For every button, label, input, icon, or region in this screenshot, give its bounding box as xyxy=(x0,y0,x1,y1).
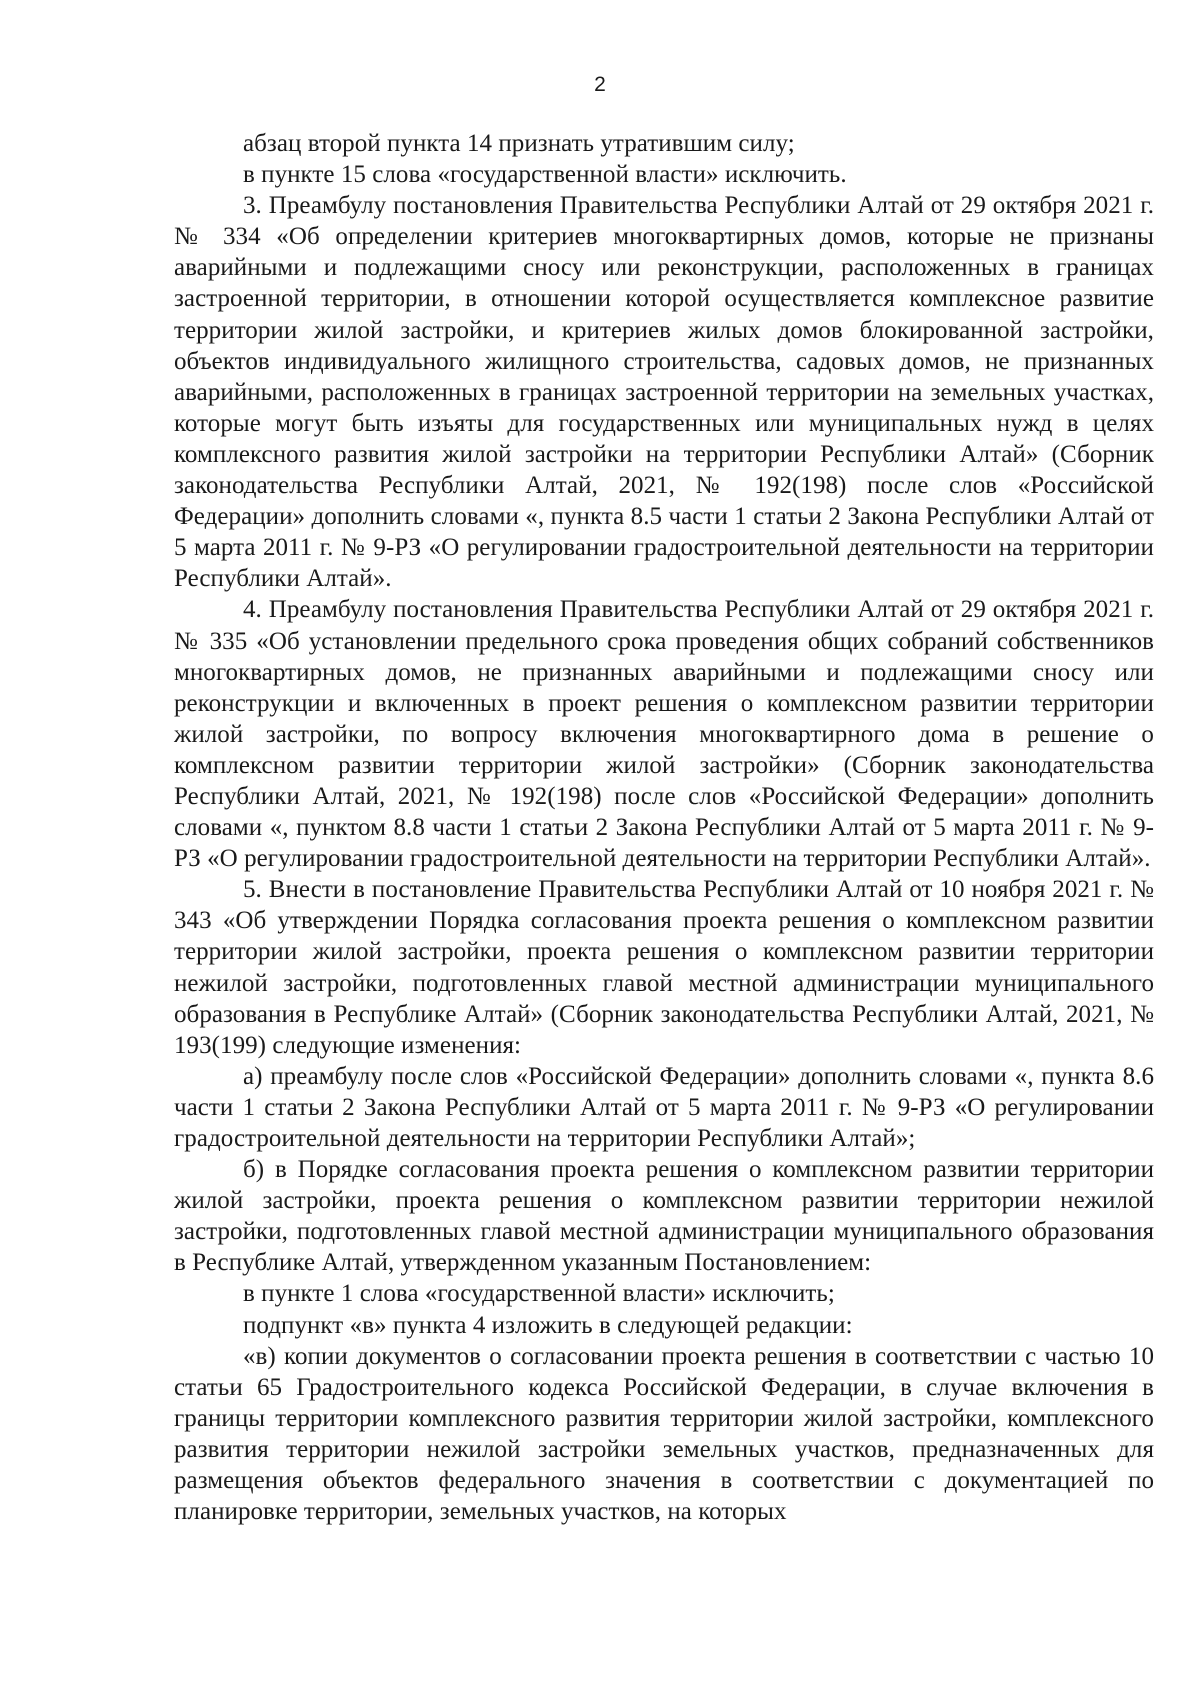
paragraph-1: абзац второй пункта 14 признать утратившим силу; xyxy=(243,130,795,157)
paragraph-9: подпункт «в» пункта 4 изложить в следующей редакции: xyxy=(243,1311,853,1339)
paragraph-7: б) в Порядке согласования проекта решения о комплексном развитии территории жилой застройки, проекта решения о комплексном развитии территории нежилой застройки, подготовленных главой местной администрации муниципального образования в Республике Алтай, утвержденном указанным Постановлением: xyxy=(174,1156,1154,1277)
paragraph-2: в пункте 15 слова «государственной власти» исключить. xyxy=(243,161,847,189)
paragraph-4: 4. Преамбулу постановления Правительства Республики Алтай от 29 октября 2021 г. № 335 «Об установлении предельного срока проведения общих собраний собственников многоквартирных домов, не признанных аварийными и подлежащими сносу или реконструкции и включенных в проект решения о комплексном развитии территории жилой застройки, по вопросу включения многоквартирного дома в решение о комплексном развитии территории жилой застройки» (Сборник законодательства Республики Алтай, 2021, № 192(198) после слов «Российской Федерации» дополнить словами «, пунктом 8.8 части 1 статьи 2 Закона Республики Алтай от 5 марта 2011 г. № 9-РЗ «О регулировании градостроительной деятельности на территории Республики Алтай». xyxy=(174,596,1154,873)
paragraph-6: а) преамбулу после слов «Российской Федерации» дополнить словами «, пункта 8.6 части 1 статьи 2 Закона Республики Алтай от 5 марта 2011 г. № 9-РЗ «О регулировании градостроительной деятельности на территории Республики Алтай»; xyxy=(174,1062,1154,1152)
paragraph-3: 3. Преамбулу постановления Правительства Республики Алтай от 29 октября 2021 г. № 334 «Об определении критериев многоквартирных домов, которые не признаны аварийными и подлежащими сносу или реконструкции, расположенных в границах застроенной территории, в отношении которой осуществляется комплексное развитие территории жилой застройки, и критериев жилых домов блокированной застройки, объектов индивидуального жилищного строительства, садовых домов, не признанных аварийными, расположенных в границах застроенной территории на земельных участках, которые могут быть изъяты для государственных или муниципальных нужд в целях комплексного развития жилой застройки на территории Республики Алтай» (Сборник законодательства Республики Алтай, 2021, № 192(198) после слов «Российской Федерации» дополнить словами «, пункта 8.5 части 1 статьи 2 Закона Республики Алтай от 5 марта 2011 г. № 9-РЗ «О регулировании градостроительной деятельности на территории Республики Алтай». xyxy=(174,192,1154,593)
paragraph-5: 5. Внести в постановление Правительства Республики Алтай от 10 ноября 2021 г. № 343 «Об утверждении Порядка согласования проекта решения о комплексном развитии территории жилой застройки, проекта решения о комплексном развитии территории нежилой застройки, подготовленных главой местной администрации муниципального образования в Республике Алтай» (Сборник законодательства Республики Алтай, 2021, № 193(199) следующие изменения: xyxy=(174,876,1154,1059)
paragraph-8: в пункте 1 слова «государственной власти» исключить; xyxy=(243,1280,835,1308)
document-body xyxy=(174,128,1154,1527)
page-number: 2 xyxy=(594,73,606,96)
paragraph-10: «в) копии документов о согласовании проекта решения в соответствии с частью 10 статьи 65 Градостроительного кодекса Российской Федерации, в случае включения в границы территории комплексного развития территории жилой застройки, комплексного развития территории нежилой застройки земельных участков, предназначенных для размещения объектов федерального значения в соответствии с документацией по планировке территории, земельных участков, на которых xyxy=(174,1342,1154,1526)
